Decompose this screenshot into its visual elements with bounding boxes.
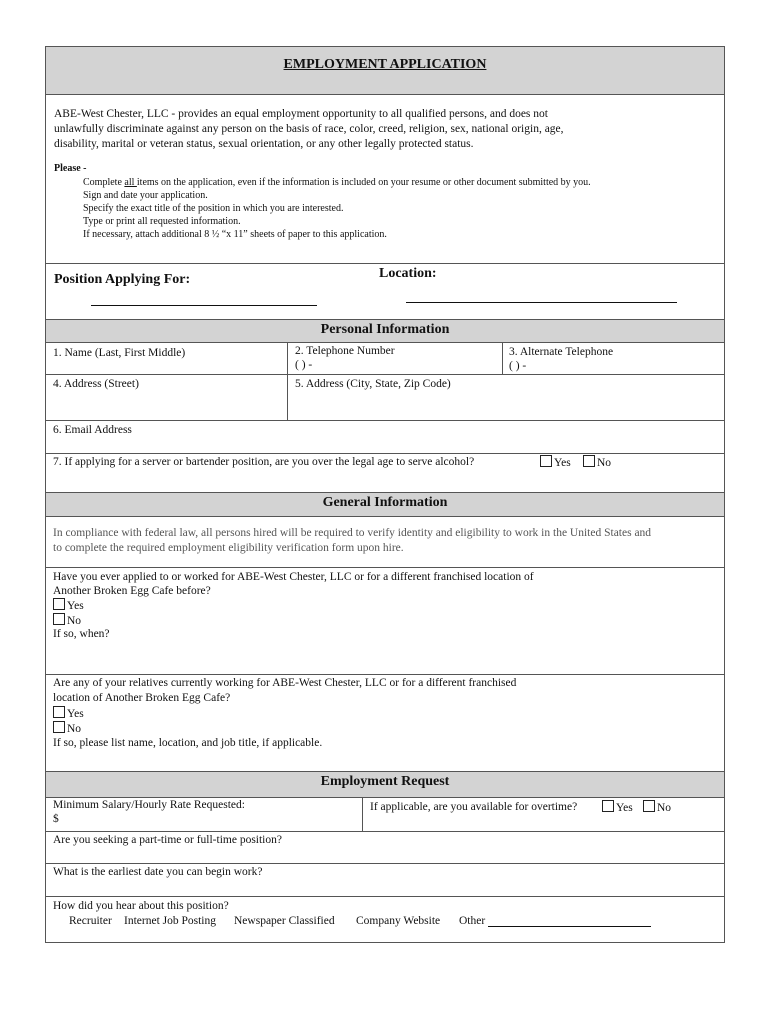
overtime-no-option[interactable]: No <box>643 800 671 815</box>
please-item-3: Specify the exact title of the position in which you are interested. <box>83 203 344 214</box>
source-company-website[interactable]: Company Website <box>356 915 441 927</box>
salary-label: Minimum Salary/Hourly Rate Requested: <box>53 799 245 811</box>
prior-when-label: If so, when? <box>53 628 110 640</box>
intro-line-3: disability, marital or veteran status, sexual orientation, or any other legally protected status. <box>54 138 474 150</box>
personal-section-title: Personal Information <box>320 322 450 337</box>
relatives-list-field[interactable] <box>46 751 724 771</box>
alt-phone-label: 3. Alternate Telephone <box>509 346 614 358</box>
prior-yes-checkbox[interactable] <box>53 598 65 610</box>
intro-line-1: ABE-West Chester, LLC - provides an equal employment opportunity to all qualified persons, and does not <box>54 108 548 120</box>
alcohol-no-checkbox[interactable] <box>583 455 595 467</box>
general-section-title: General Information <box>322 495 448 510</box>
relatives-question-2: location of Another Broken Egg Cafe? <box>53 692 231 704</box>
alcohol-yes-option[interactable]: Yes <box>540 455 571 470</box>
form-title: EMPLOYMENT APPLICATION <box>283 57 487 72</box>
alcohol-yes-checkbox[interactable] <box>540 455 552 467</box>
prior-application-question-1: Have you ever applied to or worked for ABE-West Chester, LLC or for a different franchised location of <box>53 571 534 583</box>
prior-yes-option[interactable]: Yes <box>53 598 84 613</box>
employment-application-form <box>45 46 725 943</box>
alt-phone-field[interactable]: ( ) - <box>509 360 527 372</box>
compliance-line-1: In compliance with federal law, all persons hired will be required to verify identity and eligibility to work in the United States and <box>53 527 652 539</box>
overtime-yes-checkbox[interactable] <box>602 800 614 812</box>
prior-no-option[interactable]: No <box>53 613 81 628</box>
city-field[interactable] <box>288 375 725 420</box>
please-item-2: Sign and date your application. <box>83 190 208 201</box>
overtime-no-checkbox[interactable] <box>643 800 655 812</box>
source-newspaper-classified[interactable]: Newspaper Classified <box>234 915 335 927</box>
source-internet-job-posting[interactable]: Internet Job Posting <box>124 915 216 927</box>
salary-field[interactable]: $ <box>53 813 59 825</box>
relatives-question-1: Are any of your relatives currently working for ABE-West Chester, LLC or for a different franchised <box>53 677 517 689</box>
email-field[interactable] <box>46 421 724 453</box>
parttime-label: Are you seeking a part-time or full-time position? <box>53 834 282 846</box>
city-label: 5. Address (City, State, Zip Code) <box>295 378 451 390</box>
compliance-line-2: to complete the required employment eligibility verification form upon hire. <box>53 542 404 554</box>
overtime-yes-option[interactable]: Yes <box>602 800 633 815</box>
hear-label: How did you hear about this position? <box>53 900 229 912</box>
phone-field[interactable]: ( ) - <box>295 359 313 371</box>
please-item-1: Complete all items on the application, even if the information is included on your resume or other document submitted by you. <box>83 177 591 188</box>
alcohol-no-option[interactable]: No <box>583 455 611 470</box>
overtime-label: If applicable, are you available for overtime? <box>370 801 578 813</box>
start-date-field[interactable] <box>46 879 724 896</box>
phone-label: 2. Telephone Number <box>295 345 395 357</box>
employment-section-title: Employment Request <box>320 774 450 789</box>
intro-line-2: unlawfully discriminate against any person on the basis of race, color, creed, religion, sex, national origin, age, <box>54 123 564 135</box>
please-item-4: Type or print all requested information. <box>83 216 241 227</box>
alcohol-question: 7. If applying for a server or bartender position, are you over the legal age to serve alcohol? <box>53 456 475 468</box>
relatives-no-option[interactable]: No <box>53 721 81 736</box>
street-field[interactable] <box>46 375 287 420</box>
position-label: Position Applying For: <box>54 272 191 287</box>
parttime-field[interactable] <box>46 847 724 863</box>
please-item-5: If necessary, attach additional 8 ½ “x 11” sheets of paper to this application. <box>83 229 387 240</box>
prior-application-question-2: Another Broken Egg Cafe before? <box>53 585 211 597</box>
source-other-input[interactable] <box>488 926 651 927</box>
prior-when-field[interactable] <box>46 643 724 673</box>
prior-no-checkbox[interactable] <box>53 613 65 625</box>
start-date-label: What is the earliest date you can begin work? <box>53 866 263 878</box>
relatives-yes-option[interactable]: Yes <box>53 706 84 721</box>
relatives-no-checkbox[interactable] <box>53 721 65 733</box>
please-label: Please - <box>54 163 87 174</box>
street-label: 4. Address (Street) <box>53 378 139 390</box>
source-recruiter[interactable]: Recruiter <box>69 915 112 927</box>
location-label: Location: <box>379 266 437 281</box>
position-input[interactable] <box>91 305 317 306</box>
name-label: 1. Name (Last, First Middle) <box>53 347 186 359</box>
email-label: 6. Email Address <box>53 424 132 436</box>
relatives-yes-checkbox[interactable] <box>53 706 65 718</box>
relatives-list-label: If so, please list name, location, and job title, if applicable. <box>53 737 323 749</box>
source-other[interactable]: Other <box>459 915 486 927</box>
location-input[interactable] <box>406 302 677 303</box>
name-field[interactable] <box>46 343 287 374</box>
